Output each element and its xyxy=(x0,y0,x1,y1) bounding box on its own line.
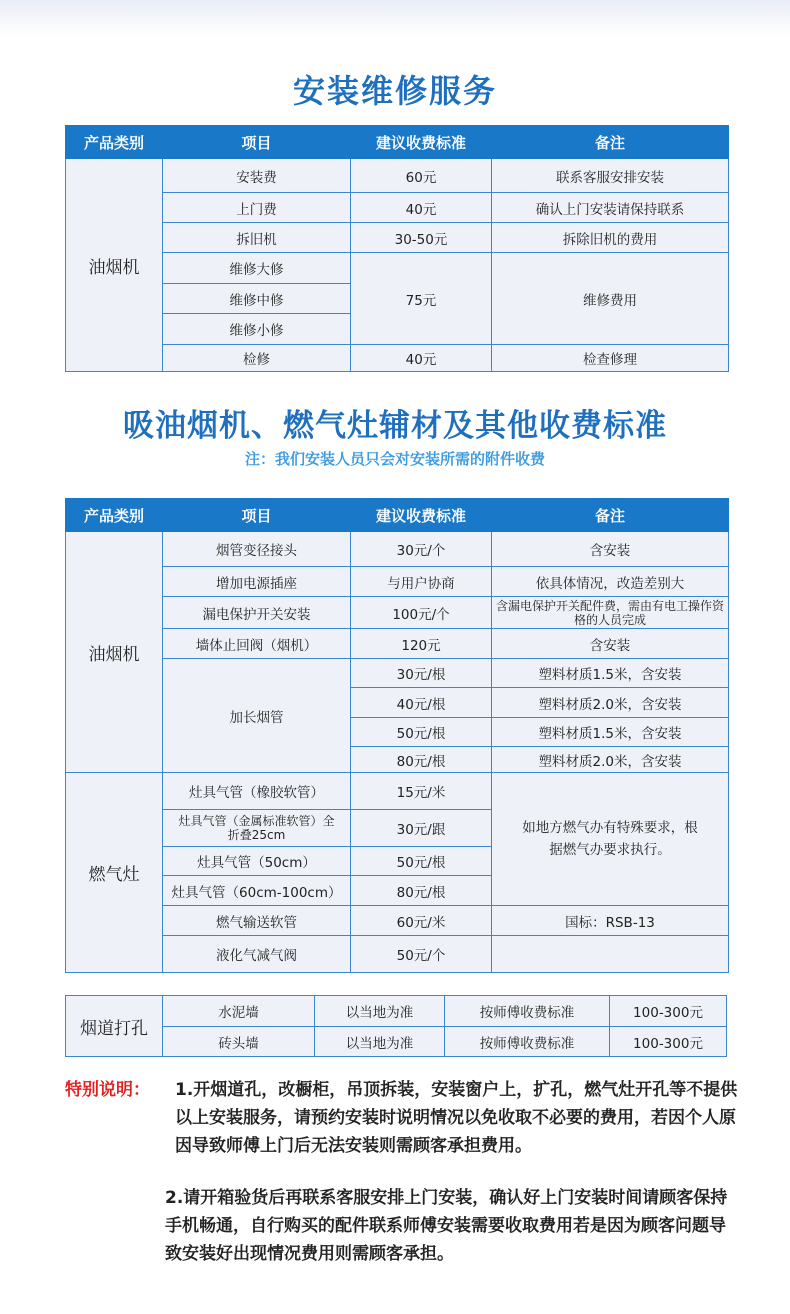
table-row xyxy=(66,773,729,810)
fee-cell: 40元/根 xyxy=(351,688,492,718)
fee-cell: 100-300元 xyxy=(610,1027,727,1057)
item-cell: 灶具气管（60cm-100cm） xyxy=(163,876,351,906)
item-cell: 维修大修 xyxy=(163,253,351,284)
fee-cell: 80元/根 xyxy=(351,747,492,773)
header-fee: 建议收费标准 xyxy=(351,126,492,159)
fee-cell: 15元/米 xyxy=(351,773,492,810)
item-cell: 烟管变径接头 xyxy=(163,532,351,567)
header-category: 产品类别 xyxy=(66,126,163,159)
fee-cell: 80元/根 xyxy=(351,876,492,906)
item-cell: 安装费 xyxy=(163,159,351,193)
item-cell: 拆旧机 xyxy=(163,223,351,253)
header-category: 产品类别 xyxy=(66,499,163,532)
category-cell: 烟道打孔 xyxy=(66,996,163,1057)
table-row xyxy=(66,253,729,284)
special-note-1: 1.开烟道孔，改橱柜，吊顶拆装，安装窗户上，扩孔，燃气灶开孔等不提供以上安装服务，请预约安装时说明情况以免收取不必要的费用，若因个人原因导致师傅上门后无法安装则需顾客承担费用。 xyxy=(175,1080,738,1156)
item-cell: 燃气输送软管 xyxy=(163,906,351,936)
section-title-accessories: 吸油烟机、燃气灶辅材及其他收费标准 xyxy=(123,408,667,444)
fee-cell: 40元 xyxy=(351,193,492,223)
section-title-install-repair: 安装维修服务 xyxy=(292,72,497,110)
remark-cell: 含安装 xyxy=(492,629,729,659)
standard-cell: 按师傅收费标准 xyxy=(445,1027,610,1057)
remark-cell: 联系客服安排安装 xyxy=(492,159,729,193)
table-row xyxy=(66,223,729,253)
item-cell: 灶具气管（橡胶软管） xyxy=(163,773,351,810)
category-cell: 燃气灶 xyxy=(66,773,163,973)
item-cell: 水泥墙 xyxy=(163,996,315,1027)
flue-drilling-table xyxy=(65,995,727,1057)
accessories-note: 注：我们安装人员只会对安装所需的附件收费 xyxy=(244,450,545,468)
item-cell: 漏电保护开关安装 xyxy=(163,597,351,629)
standard-cell: 按师傅收费标准 xyxy=(445,996,610,1027)
basis-cell: 以当地为准 xyxy=(315,1027,445,1057)
header-item: 项目 xyxy=(163,499,351,532)
item-cell: 灶具气管（金属标准软管）全折叠25cm xyxy=(163,810,351,847)
header-fee: 建议收费标准 xyxy=(351,499,492,532)
fee-cell: 50元/个 xyxy=(351,936,492,973)
basis-cell: 以当地为准 xyxy=(315,996,445,1027)
table-row xyxy=(66,345,729,372)
table-row xyxy=(66,996,727,1027)
header-remark: 备注 xyxy=(492,499,729,532)
item-cell: 维修中修 xyxy=(163,284,351,314)
fee-cell: 30元/根 xyxy=(351,659,492,688)
fee-cell: 100元/个 xyxy=(351,597,492,629)
remark-cell: 确认上门安装请保持联系 xyxy=(492,193,729,223)
table-header-row xyxy=(66,126,729,159)
item-cell: 上门费 xyxy=(163,193,351,223)
fee-cell: 30元/个 xyxy=(351,532,492,567)
top-band xyxy=(0,0,790,38)
fee-cell: 40元 xyxy=(351,345,492,372)
table-row xyxy=(66,629,729,659)
table-row xyxy=(66,906,729,936)
stove-merged-remark: 如地方燃气办有特殊要求，根据燃气办要求执行。 xyxy=(492,773,729,906)
repair-remark-cell: 维修费用 xyxy=(492,253,729,345)
accessories-fee-table xyxy=(65,498,729,973)
repair-fee-cell: 75元 xyxy=(351,253,492,345)
pipe-item-cell: 加长烟管 xyxy=(163,659,351,773)
remark-cell: 塑料材质2.0米，含安装 xyxy=(492,747,729,773)
table-row xyxy=(66,936,729,973)
item-cell: 墙体止回阀（烟机） xyxy=(163,629,351,659)
special-note-2: 2.请开箱验货后再联系客服安排上门安装，确认好上门安装时间请顾客保持手机畅通，自行购买的配件联系师傅安装需要收取费用若是因为顾客问题导致安装好出现情况费用则需顾客承担。 xyxy=(165,1188,728,1264)
header-item: 项目 xyxy=(163,126,351,159)
fee-cell: 100-300元 xyxy=(610,996,727,1027)
item-cell: 检修 xyxy=(163,345,351,372)
remark-cell: 依具体情况，改造差别大 xyxy=(492,567,729,597)
header-remark: 备注 xyxy=(492,126,729,159)
table-row xyxy=(66,1027,727,1057)
fee-cell: 60元 xyxy=(351,159,492,193)
item-cell: 增加电源插座 xyxy=(163,567,351,597)
remark-cell: 含安装 xyxy=(492,532,729,567)
category-cell: 油烟机 xyxy=(66,159,163,372)
fee-cell: 60元/米 xyxy=(351,906,492,936)
special-notes-label: 特别说明： xyxy=(65,1080,150,1100)
remark-cell: 塑料材质2.0米，含安装 xyxy=(492,688,729,718)
remark-cell: 检查修理 xyxy=(492,345,729,372)
remark-cell xyxy=(492,936,729,973)
table-header-row xyxy=(66,499,729,532)
category-cell: 油烟机 xyxy=(66,532,163,773)
fee-cell: 30元/跟 xyxy=(351,810,492,847)
remark-cell: 含漏电保护开关配件费，需由有电工操作资格的人员完成 xyxy=(492,597,729,629)
table-row xyxy=(66,659,729,688)
fee-cell: 50元/根 xyxy=(351,847,492,876)
item-cell: 维修小修 xyxy=(163,314,351,345)
table-row xyxy=(66,159,729,193)
remark-cell: 塑料材质1.5米，含安装 xyxy=(492,718,729,747)
table-row xyxy=(66,193,729,223)
fee-cell: 50元/根 xyxy=(351,718,492,747)
remark-cell: 塑料材质1.5米，含安装 xyxy=(492,659,729,688)
fee-cell: 与用户协商 xyxy=(351,567,492,597)
item-cell: 液化气减气阀 xyxy=(163,936,351,973)
remark-cell: 拆除旧机的费用 xyxy=(492,223,729,253)
fee-cell: 120元 xyxy=(351,629,492,659)
item-cell: 砖头墙 xyxy=(163,1027,315,1057)
table-row xyxy=(66,597,729,629)
remark-cell: 国标：RSB-13 xyxy=(492,906,729,936)
install-repair-table xyxy=(65,125,729,372)
fee-cell: 30-50元 xyxy=(351,223,492,253)
table-row xyxy=(66,532,729,567)
item-cell: 灶具气管（50cm） xyxy=(163,847,351,876)
table-row xyxy=(66,567,729,597)
